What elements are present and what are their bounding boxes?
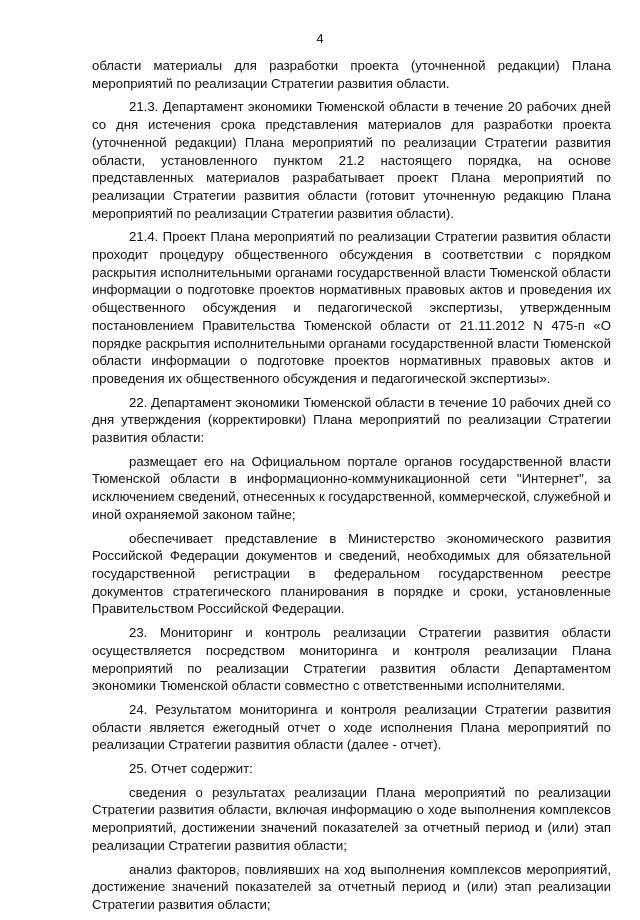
paragraph-continuation: области материалы для разработки проекта (уточненной редакции) Плана мероприятий по реализации Стратегии развития области. bbox=[92, 58, 611, 91]
paragraph-22-publishing: размещает его на Официальном портале органов государственной власти Тюменской области в информационно-коммуникационной сети "Интернет", за исключением сведений, отнесенных к государственной, коммерческой, служебной и иной охраняемой законом тайне; bbox=[92, 453, 611, 522]
page-number: 4 bbox=[316, 31, 324, 46]
paragraph-21-4: 21.4. Проект Плана мероприятий по реализации Стратегии развития области проходит процедуру общественного обсуждения в соответствии с порядком раскрытия исполнительными органами государственной власти Тюменской области информации о подготовке проектов нормативных правовых актов и проведения их общественного обсуждения и педагогической экспертизы, утвержденным постановлением Правительства Тюменской области от 21.11.2012 N 475-п «О порядке раскрытия исполнительными органами государственной власти Тюменской области информации о подготовке проектов нормативных правовых актов и проведения их общественного обсуждения и педагогической экспертизы». bbox=[92, 229, 611, 386]
paragraph-22: 22. Департамент экономики Тюменской области в течение 10 рабочих дней со дня утверждения (корректировки) Плана мероприятий по реализации Стратегии развития области: bbox=[92, 394, 611, 446]
paragraph-25: 25. Отчет содержит: bbox=[129, 761, 253, 777]
paragraph-25-results: сведения о результатах реализации Плана мероприятий по реализации Стратегии развития области, включая информацию о ходе выполнения комплексов мероприятий, достижении значений показателей за отчетный период и (или) этап реализации Стратегии развития области; bbox=[92, 784, 611, 853]
paragraph-21-3: 21.3. Департамент экономики Тюменской области в течение 20 рабочих дней со дня истечения срока представления материалов для разработки проекта (уточненной редакции) Плана мероприятий по реализации Стратегии развития области, установленного пунктом 21.2 настоящего порядка, на основе представленных материалов разрабатывает проект Плана мероприятий по реализации Стратегии развития области (готовит уточненную редакцию Плана мероприятий по реализации Стратегии развития области). bbox=[92, 99, 611, 221]
paragraph-22-registration: обеспечивает представление в Министерство экономического развития Российской Федерации документов и сведений, необходимых для обязательной государственной регистрации в федеральном государственном реестре документов стратегического планирования в порядке и сроки, установленные Правительством Российской Федерации. bbox=[92, 530, 611, 617]
document-body bbox=[92, 57, 611, 920]
paragraph-25-analysis: анализ факторов, повлиявших на ход выполнения комплексов мероприятий, достижение значений показателей за отчетный период и (или) этап реализации Стратегии развития области; bbox=[92, 861, 611, 912]
paragraph-23: 23. Мониторинг и контроль реализации Стратегии развития области осуществляется посредством мониторинга и контроля реализации Плана мероприятий по реализации Стратегии развития области Департаментом экономики Тюменской области совместно с ответственными исполнителями. bbox=[92, 625, 611, 694]
paragraph-24: 24. Результатом мониторинга и контроля реализации Стратегии развития области является ежегодный отчет о ходе исполнения Плана мероприятий по реализации Стратегии развития области (далее - отчет). bbox=[92, 701, 611, 753]
